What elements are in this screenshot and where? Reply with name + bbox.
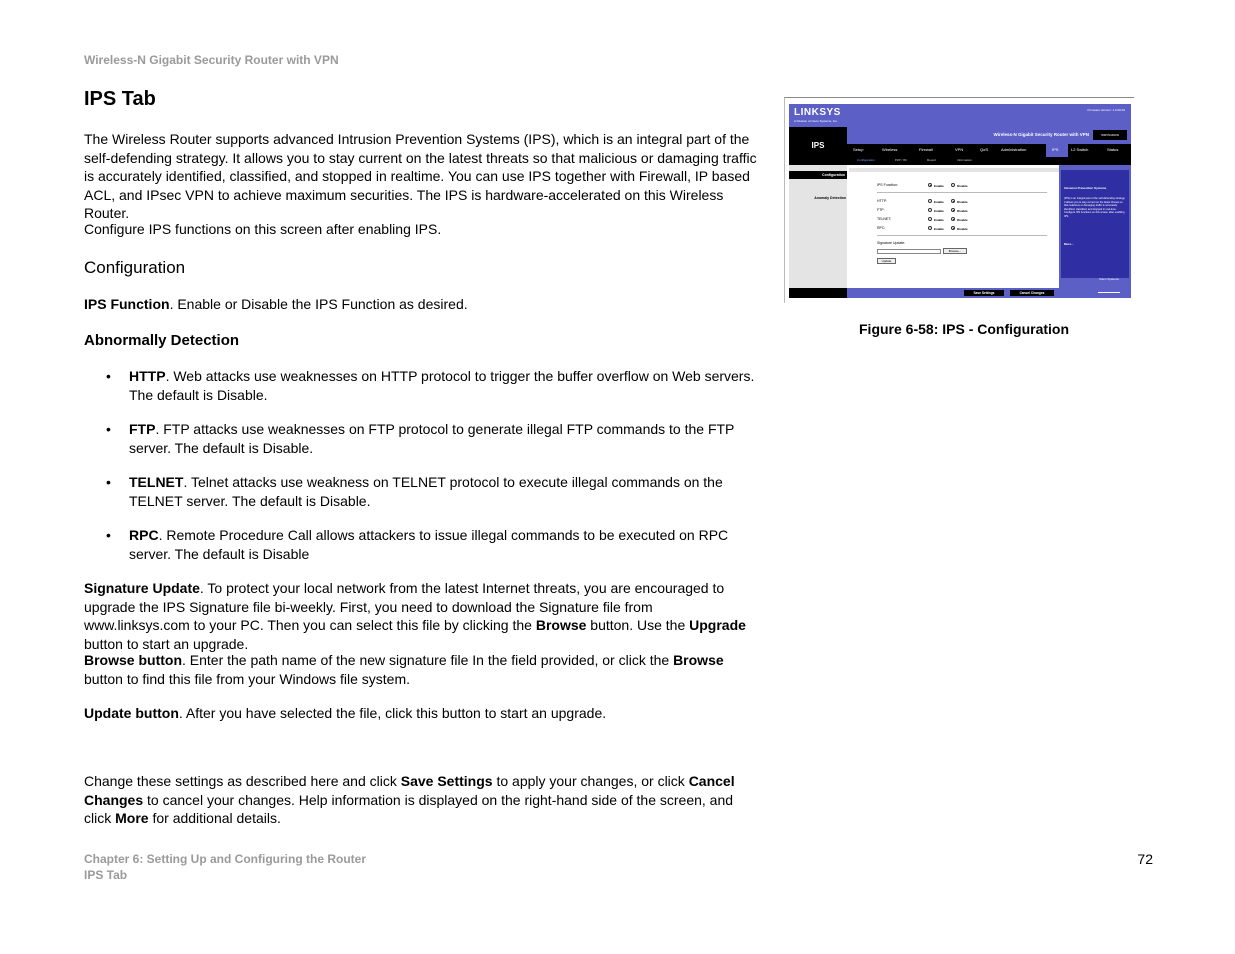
tab-qos[interactable]: QoS bbox=[980, 147, 989, 152]
subtab-report[interactable]: Report bbox=[927, 158, 937, 162]
logo-subtitle: A Division of Cisco Systems, Inc. bbox=[794, 119, 838, 123]
intro-paragraph: The Wireless Router supports advanced Intrusion Prevention Systems (IPS), which is an integral part of the self-defending strategy. It allows you to stay current on the latest threats so that malicious or damaging traffic is accurately identified, classified, and stopped in realtime. You can use IPS together with Firewall, IP based ACL, and IPsec VPN to achieve maximum securities. The IPS is hardware-accelerated on this Wireless Router. bbox=[84, 131, 757, 221]
figure-caption: Figure 6-58: IPS - Configuration bbox=[859, 321, 1070, 337]
divider bbox=[877, 235, 1047, 236]
footer bbox=[84, 851, 366, 883]
tab-setup[interactable]: Setup bbox=[853, 147, 864, 152]
radio-label: Disable bbox=[957, 184, 968, 188]
telnet-disable-radio[interactable] bbox=[951, 217, 955, 221]
left-column-item: Anomaly Detection bbox=[814, 196, 846, 200]
radio-label: Disable bbox=[957, 200, 968, 204]
telnet-label: TELNET: bbox=[877, 217, 892, 221]
update-button-paragraph: Update button. After you have selected the file, click this button to start an upgrade. bbox=[84, 705, 607, 721]
rpc-disable-radio[interactable] bbox=[951, 226, 955, 230]
tab-ips[interactable]: IPS bbox=[1052, 147, 1059, 152]
subtabs-bar bbox=[847, 157, 1131, 165]
radio-label: Enable bbox=[934, 209, 944, 213]
model-number: WRVS4400N bbox=[1093, 130, 1127, 140]
cisco-logo: Cisco Systems bbox=[1099, 277, 1119, 281]
bottom-left-block bbox=[789, 288, 847, 298]
tab-firewall[interactable]: Firewall bbox=[919, 147, 933, 152]
radio-label: Enable bbox=[934, 227, 944, 231]
list-item: • TELNET. Telnet attacks use weakness on TELNET protocol to execute illegal commands on the TELNET server. The default is Disable. bbox=[106, 474, 723, 509]
figure-screenshot bbox=[784, 97, 1134, 303]
router-ui-screenshot bbox=[789, 104, 1131, 298]
content-rule bbox=[849, 168, 1059, 172]
page-title: IPS Tab bbox=[84, 88, 156, 110]
ips-enable-radio[interactable] bbox=[928, 183, 932, 187]
ips-disable-radio[interactable] bbox=[951, 183, 955, 187]
firmware-version: Firmware Version: 1.0.00.00 bbox=[1087, 108, 1125, 112]
ips-function-paragraph: IPS Function. Enable or Disable the IPS Function as desired. bbox=[84, 296, 468, 312]
subtab-information[interactable]: Information bbox=[957, 158, 973, 162]
list-item: • HTTP. Web attacks use weaknesses on HTTP protocol to trigger the buffer overflow on Web servers. The default is Disable. bbox=[106, 368, 755, 403]
tab-status[interactable]: Status bbox=[1107, 147, 1119, 152]
detection-list bbox=[84, 367, 760, 579]
radio-label: Enable bbox=[934, 200, 944, 204]
telnet-enable-radio[interactable] bbox=[928, 217, 932, 221]
rpc-enable-radio[interactable] bbox=[928, 226, 932, 230]
tab-administration[interactable]: Administration bbox=[1001, 147, 1027, 152]
signature-file-input[interactable] bbox=[877, 249, 941, 254]
linksys-logo: LINKSYS bbox=[794, 107, 841, 118]
ftp-disable-radio[interactable] bbox=[951, 208, 955, 212]
subtab-p2p-im[interactable]: P2P / IM bbox=[895, 158, 907, 162]
help-title: Intrusion Prevention Systems bbox=[1064, 186, 1107, 190]
subtab-configuration[interactable]: Configuration bbox=[857, 158, 875, 162]
left-column-header: Configuration bbox=[789, 171, 847, 179]
radio-label: Enable bbox=[934, 218, 944, 222]
model-name: Wireless-N Gigabit Security Router with VPN bbox=[993, 132, 1089, 137]
browse-button-paragraph: Browse button. Enter the path name of the new signature file In the field provided, or click the Browse button to find this file from your Windows file system. bbox=[84, 652, 724, 687]
tab-wireless[interactable]: Wireless bbox=[882, 147, 898, 152]
save-settings-button[interactable]: Save Settings bbox=[964, 290, 1004, 296]
list-item: • FTP. FTP attacks use weaknesses on FTP protocol to generate illegal FTP commands to the FTP server. The default is Disable. bbox=[106, 421, 735, 456]
list-item: • RPC. Remote Procedure Call allows attackers to issue illegal commands to be executed on RPC server. The default is Disable bbox=[106, 527, 729, 562]
rpc-label: RPC: bbox=[877, 226, 886, 230]
configure-note: Configure IPS functions on this screen after enabling IPS. bbox=[84, 221, 442, 237]
signature-update-label: Signature Update: bbox=[877, 241, 906, 245]
left-column bbox=[789, 165, 847, 298]
browse-button[interactable]: Browse... bbox=[943, 248, 967, 254]
ips-function-label: IPS Function: bbox=[877, 183, 899, 187]
cancel-changes-button[interactable]: Cancel Changes bbox=[1010, 290, 1054, 296]
help-text: (IPS) is an integral part of the self-defending strategy. It allows you to stay current on the latest threats so that malicious or damaging traffic is accurately identified, classified, and stopped in real-time. Configure IPS functions on this screen after enabling IPS. bbox=[1064, 197, 1126, 218]
footer-chapter: Chapter 6: Setting Up and Configuring the Router bbox=[84, 852, 366, 866]
divider bbox=[877, 192, 1047, 193]
footer-section: IPS Tab bbox=[84, 868, 128, 882]
abnormal-detection-heading: Abnormally Detection bbox=[84, 332, 240, 349]
page-number: 72 bbox=[1137, 851, 1153, 867]
cisco-bridge-icon bbox=[1098, 284, 1120, 293]
more-link[interactable]: More... bbox=[1064, 242, 1074, 246]
signature-update-paragraph: Signature Update. To protect your local network from the latest Internet threats, you are encouraged to upgrade the IPS Signature file bi-weekly. First, you need to download the Signature file from www.linksys.com to your PC. Then you can select this file by clicking the Browse button. Use the Upgrade button to start an upgrade. bbox=[84, 580, 746, 652]
radio-label: Enable bbox=[934, 184, 944, 188]
radio-label: Disable bbox=[957, 209, 968, 213]
running-header: Wireless-N Gigabit Security Router with VPN bbox=[84, 53, 339, 67]
section-heading: Configuration bbox=[84, 258, 186, 277]
http-enable-radio[interactable] bbox=[928, 199, 932, 203]
tab-vpn[interactable]: VPN bbox=[955, 147, 964, 152]
radio-label: Disable bbox=[957, 227, 968, 231]
update-button[interactable]: Update bbox=[877, 258, 896, 264]
ftp-label: FTP: bbox=[877, 208, 885, 212]
section-title: IPS bbox=[811, 141, 825, 150]
ips-function-term: IPS Function bbox=[84, 296, 170, 312]
http-disable-radio[interactable] bbox=[951, 199, 955, 203]
tab-l2-switch[interactable]: L2 Switch bbox=[1071, 147, 1089, 152]
ftp-enable-radio[interactable] bbox=[928, 208, 932, 212]
radio-label: Disable bbox=[957, 218, 968, 222]
closing-paragraph: Change these settings as described here and click Save Settings to apply your changes, or click Cancel Changes to cancel your changes. Help information is displayed on the right-hand side of the screen, and click More for additional details. bbox=[84, 773, 735, 826]
http-label: HTTP: bbox=[877, 199, 888, 203]
